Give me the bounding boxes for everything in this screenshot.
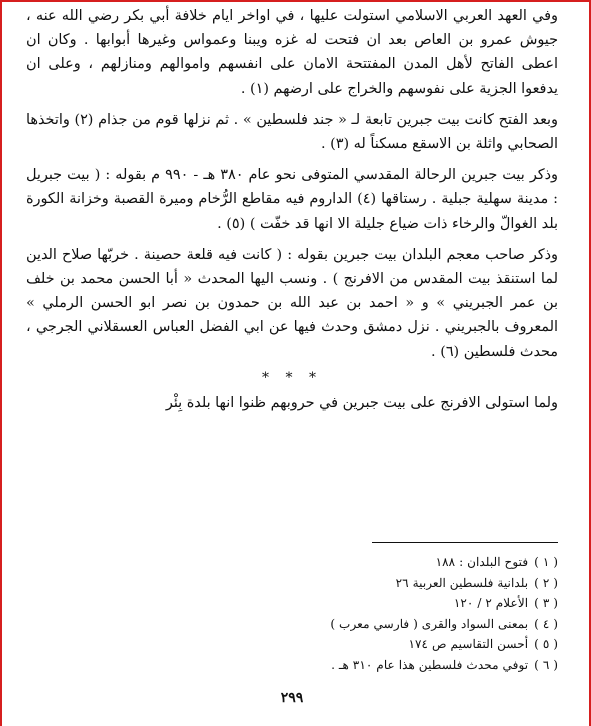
footnote-1 xyxy=(198,552,558,573)
section-separator: * * * xyxy=(262,369,322,386)
footnote-number: ( ١ ) xyxy=(534,555,558,569)
paragraph-1: وفي العهد العربي الاسلامي استولت عليها ، في اواخر ايام خلافة أبي بكر رضي الله عنه ، جيوش عمرو بن العاص بعد ان فتحت له غزه ويبنا وعمواس وغيرها أبوابها . وكان ان اعطى الفاتح لأهل المدن المفتتحة الامان على انفسهم واموالهم ومنازلهم ، وعلى ان يدفعوا الجزية على نفوسهم والخراج على ارضهم (١) . xyxy=(26,8,558,97)
body-text xyxy=(26,4,558,364)
footnote-text: الأعلام ٢ / ١٢٠ xyxy=(453,596,529,611)
paragraph-3: وذكر بيت جبرين الرحالة المقدسي المتوفى نحو عام ٣٨٠ هـ - ٩٩٠ م بقوله : ( بيت جبريل : مدينة سهلية جبلية . رستاقها (٤) الداروم فيه مقاطع الرُّخام وميرة القصبة وخزانة الكورة بلد الغوالّ والرخاء ذات ضياع جليلة الا انها قد خفّت ) (٥) . xyxy=(26,167,559,232)
closing-line: ولما استولى الافرنج على بيت جبرين في حروبهم ظنوا انها بلدة بِئْر xyxy=(165,394,558,411)
footnote-number: ( ٤ ) xyxy=(534,616,558,631)
footnote-text: بلدانية فلسطين العربية ٢٦ xyxy=(395,575,529,590)
footnote-text: توفي محدث فلسطين هذا عام ٣١٠ هـ . xyxy=(331,657,529,672)
footnote-text: فتوح البلدان : ١٨٨ xyxy=(435,555,529,569)
footnote-5 xyxy=(198,634,558,655)
footnote-text: بمعنى السواد والقرى ( فارسي معرب ) xyxy=(330,616,529,631)
paragraph-4: وذكر صاحب معجم البلدان بيت جبرين بقوله : ( كانت فيه قلعة حصينة . خربّها صلاح الدين لما استنقذ بيت المقدس من الافرنج ) . ونسب اليها المحدث « أبا الحسن محمد بن خلف بن عمر الجبريني » و « احمد بن عبد الله بن حمدون بن نصر ابو الحسن الرملي » المعروف بالجبريني . نزل دمشق وحدث فيها عن ابي الفضل العباس العسقلاني الجرجي ، محدث فلسطين (٦) . xyxy=(26,246,558,360)
book-page xyxy=(26,4,558,718)
footnote-number: ( ٦ ) xyxy=(534,657,558,672)
footnotes xyxy=(198,552,558,676)
footnote-number: ( ٥ ) xyxy=(534,637,558,652)
footnote-number: ( ٣ ) xyxy=(534,596,558,611)
footnote-rule xyxy=(372,542,558,543)
footnote-3 xyxy=(198,593,558,614)
footnote-4 xyxy=(198,614,558,635)
footnote-number: ( ٢ ) xyxy=(534,575,558,590)
footnote-2 xyxy=(198,573,558,594)
footnote-6 xyxy=(198,655,558,676)
page-number: ٢٩٩ xyxy=(280,690,304,706)
paragraph-2: وبعد الفتح كانت بيت جبرين تابعة لـ « جند فلسطين » . ثم نزلها قوم من جذام (٢) واتخذها الصحابي واثلة بن الاسقع مسكناً له (٣) . xyxy=(26,111,558,153)
footnote-text: أحسن التقاسيم ص ١٧٤ xyxy=(408,637,529,652)
